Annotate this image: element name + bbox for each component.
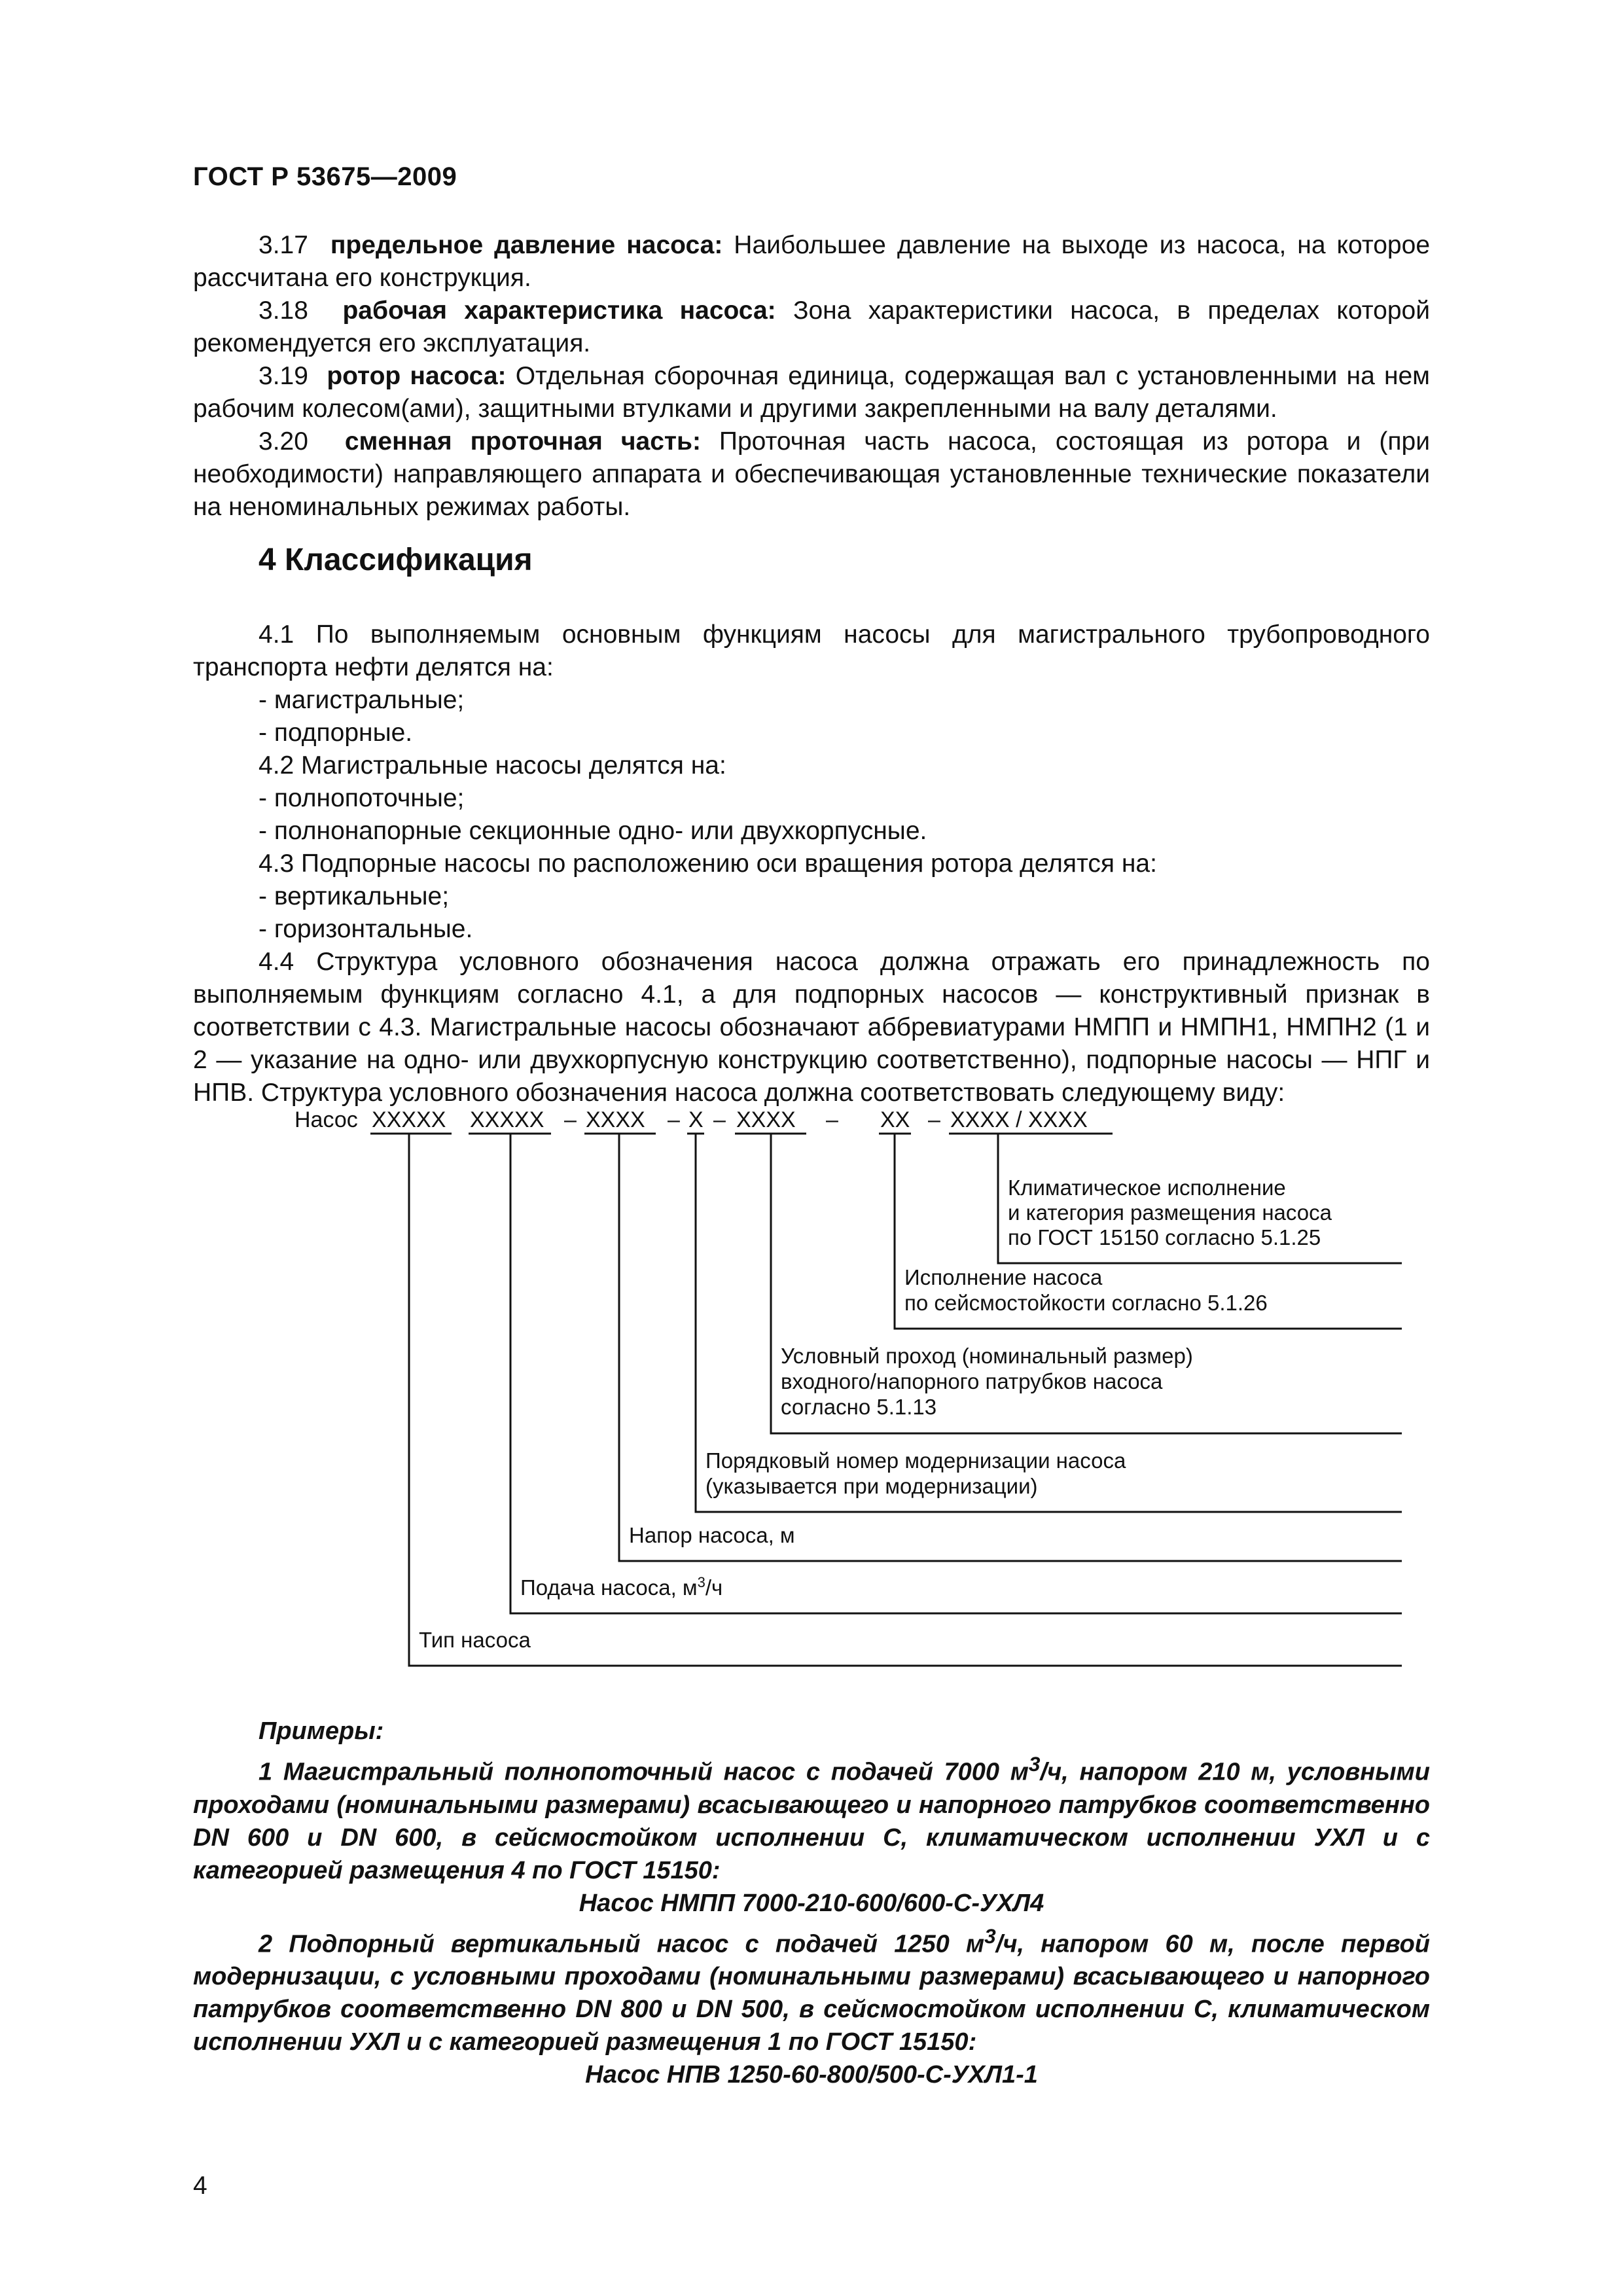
diagram-dash: – [826, 1107, 838, 1132]
label-climatic-line2: и категория размещения насоса [1008, 1200, 1332, 1225]
diagram-prefix: Насос [294, 1107, 358, 1132]
label-modernization-line2: (указывается при модернизации) [705, 1474, 1038, 1498]
label-passage-line2: входного/напорного патрубков насоса [781, 1369, 1163, 1393]
diagram-seg-type: XXXXX [372, 1107, 446, 1132]
list-item: - магистральные; [259, 686, 465, 714]
examples-title: Примеры: [259, 1717, 384, 1745]
section4-body [193, 619, 1430, 1109]
definition-3-17: 3.17 предельное давление насоса: Наибольшее давление на выходе из насоса, на которое рассчитана его конструкция. [193, 231, 1431, 292]
diagram-seg-passage: XXXX [736, 1107, 796, 1132]
example-2-code: Насос НПВ 1250-60-800/500-С-УХЛ1-1 [585, 2061, 1038, 2089]
term: сменная проточная часть: [344, 427, 701, 456]
list-item: - подпорные. [259, 719, 413, 747]
example-1-code: Насос НМПП 7000-210-600/600-С-УХЛ4 [579, 1889, 1044, 1917]
label-head: Напор насоса, м [629, 1523, 795, 1547]
definition-3-20: 3.20 сменная проточная часть: Проточная часть насоса, состоящая из ротора и (при необходимости) направляющего аппарата и обеспечивающая установленные технические показатели на неноминальных режимах работы. [193, 427, 1431, 521]
term: ротор насоса: [327, 362, 507, 390]
term: рабочая характеристика насоса: [342, 296, 776, 325]
label-climatic-line1: Климатическое исполнение [1008, 1175, 1286, 1200]
diagram-dash: – [668, 1107, 680, 1132]
list-item: - полнонапорные секционные одно- или двухкорпусные. [259, 817, 927, 845]
paragraph-4-1: 4.1 По выполняемым основным функциям насосы для магистрального трубопроводного транспорта нефти делятся на: [193, 620, 1430, 681]
label-type: Тип насоса [419, 1628, 531, 1652]
paragraph-4-2: 4.2 Магистральные насосы делятся на: [259, 751, 726, 780]
list-item: - вертикальные; [259, 882, 450, 910]
diagram-dash: – [713, 1107, 726, 1132]
leader-lines [409, 1134, 1402, 1666]
page-number: 4 [193, 2172, 207, 2200]
term: предельное давление насоса: [330, 231, 723, 259]
label-modernization-line1: Порядковый номер модернизации насоса [705, 1448, 1126, 1473]
label-flow: Подача насоса, $м^3/ч$ [520, 1574, 723, 1600]
diagram-seg-head: XXXX [586, 1107, 645, 1132]
diagram-seg-climatic: XXXX / XXXX [950, 1107, 1088, 1132]
diagram-seg-flow: XXXXX [470, 1107, 544, 1132]
label-seismic-line1: Исполнение насоса [904, 1265, 1103, 1289]
list-item: - полнопоточные; [259, 784, 465, 812]
list-item: - горизонтальные. [259, 915, 473, 943]
document-header: ГОСТ Р 53675—2009 [193, 162, 457, 191]
paragraph-4-3: 4.3 Подпорные насосы по расположению оси вращения ротора делятся на: [259, 850, 1157, 878]
diagram-dash: – [564, 1107, 577, 1132]
definition-3-18: 3.18 рабочая характеристика насоса: Зона характеристики насоса, в пределах которой рекомендуется его эксплуатация. [193, 296, 1431, 357]
paragraph-4-4: 4.4 Структура условного обозначения насоса должна отражать его принадлежность по выполняемым функциям согласно 4.1, а для подпорных насосов — конструктивный признак в соответствии с 4.3. Магистральные насосы обозначают аббревиатурами НМПП и НМПН1, НМПН2 (1 и 2 — указание на одно- или двухкорпусную конструкцию соответственно), подпорные насосы — НПГ и НПВ. Структура условного обозначения насоса должна соответствовать следующему виду: [193, 948, 1430, 1107]
example-2: 2 Подпорный вертикальный насос с подачей 1250 $м^3/ч$, напором 60 м, после первой модернизации, с условными проходами (номинальными размерами) всасывающего и напорного патрубков соответственно DN 800 и DN 500, в сейсмостойком исполнении С, климатическом исполнении УХЛ и с категорией размещения 1 по ГОСТ 15150: [193, 1924, 1431, 2056]
label-seismic-line2: по сейсмостойкости согласно 5.1.26 [904, 1291, 1268, 1315]
diagram-seg-modernization: X [688, 1107, 704, 1132]
example-1: 1 Магистральный полнопоточный насос с подачей 7000 $м^3/ч$, напором 210 м, условными проходами (номинальными размерами) всасывающего и напорного патрубков соответственно DN 600 и DN 600, в сейсмостойком исполнении С, климатическом исполнении УХЛ и с категорией размещения 4 по ГОСТ 15150: [193, 1752, 1430, 1884]
diagram-seg-seismic: XX [880, 1107, 910, 1132]
examples-block [193, 1715, 1430, 2091]
label-climatic-line3: по ГОСТ 15150 согласно 5.1.25 [1008, 1225, 1321, 1249]
label-passage-line3: согласно 5.1.13 [781, 1395, 937, 1419]
definitions-block [193, 229, 1430, 524]
label-passage-line1: Условный проход (номинальный размер) [781, 1344, 1193, 1368]
diagram-dash: – [928, 1107, 940, 1132]
definition-3-19: 3.19 ротор насоса: Отдельная сборочная единица, содержащая вал с установленными на нем рабочим колесом(ами), защитными втулками и другими закрепленными на валу деталями. [193, 362, 1430, 423]
section-title: 4 Классификация [259, 543, 533, 577]
